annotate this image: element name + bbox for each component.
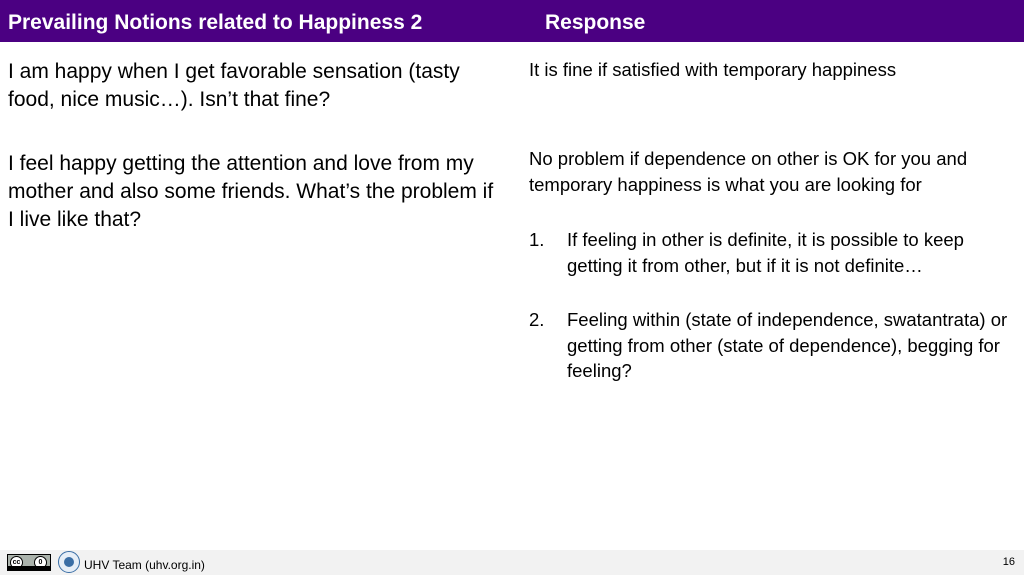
response-2: No problem if dependence on other is OK for you and temporary happiness is what you are looking for: [529, 148, 968, 195]
uhv-logo-icon: [58, 551, 80, 573]
point-text: If feeling in other is definite, it is possible to keep getting it from other, but if it is not definite…: [567, 229, 964, 276]
cc-zero-icon: [7, 554, 51, 571]
response-point-list-2: [529, 307, 1009, 384]
license-bar: [8, 566, 50, 570]
notion-1: I am happy when I get favorable sensation (tasty food, nice music…). Isn’t that fine?: [8, 60, 460, 111]
page-number: 16: [1002, 556, 1015, 568]
slide-header: [0, 0, 1024, 42]
point-number: 2.: [529, 309, 545, 330]
cc-circle-icon: cc: [10, 556, 23, 569]
zero-circle-icon: 0: [34, 556, 47, 569]
response-heading: Response: [545, 11, 646, 34]
slide-title: Prevailing Notions related to Happiness 2: [8, 11, 423, 34]
notion-2: I feel happy getting the attention and love from my mother and also some friends. What’s the problem if I live like that?: [8, 152, 494, 231]
response-1: It is fine if satisfied with temporary happiness: [529, 59, 897, 80]
response-point-2: [529, 307, 1009, 384]
response-point-list-1: [529, 227, 1009, 278]
point-number: 1.: [529, 229, 545, 250]
response-point-1: [529, 227, 1009, 278]
point-text: Feeling within (state of independence, swatantrata) or getting from other (state of dependence), begging for feeling?: [567, 309, 1008, 381]
footer-credit: UHV Team (uhv.org.in): [84, 558, 205, 572]
